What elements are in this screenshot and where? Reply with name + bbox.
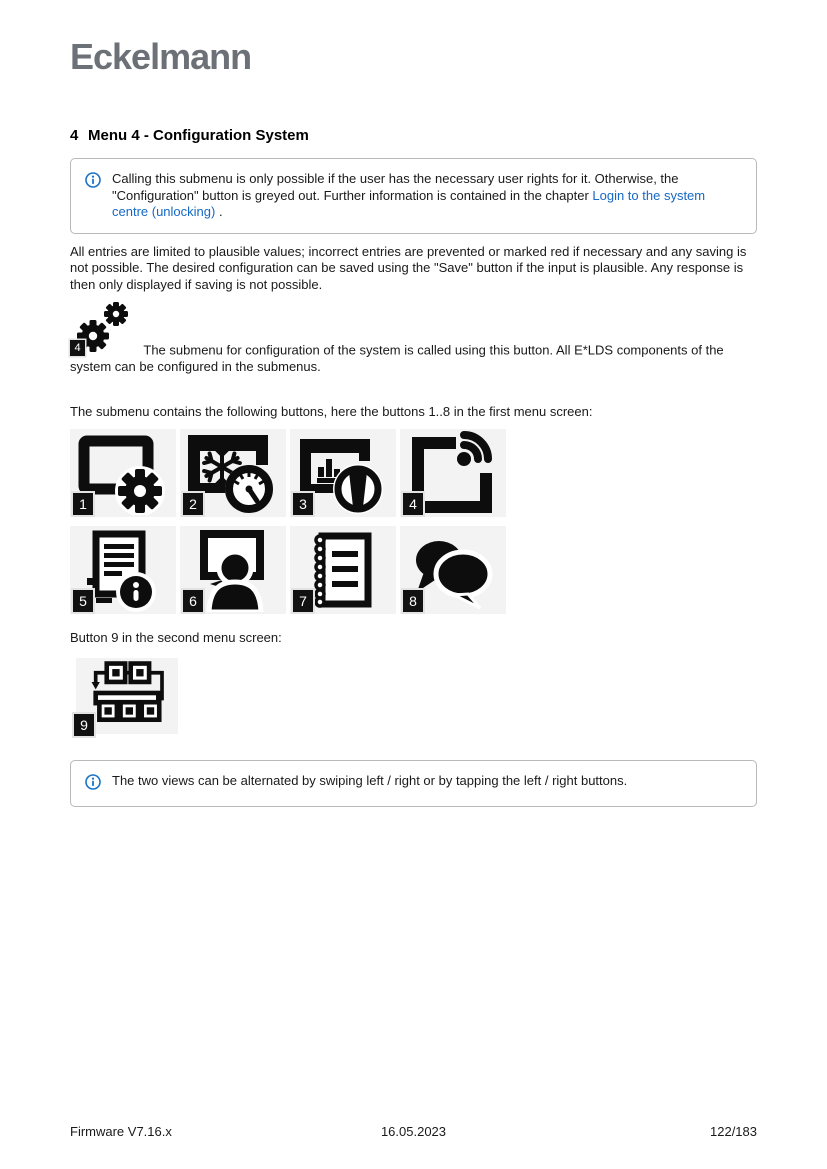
login-chapter-link[interactable]: Login to the system centre (unlocking) [112, 187, 706, 219]
paragraph-plausible-values: All entries are limited to plausible values; incorrect entries are prevented or marked red if necessary and any saving is not possible. The desired configuration can be saved using the "Save" button if the input is plausible. Any response is then only displayed if saving is not possible. [70, 243, 747, 292]
button-9-badge: 9 [74, 714, 94, 736]
button-7-badge: 7 [293, 590, 313, 612]
button-3-tile [290, 429, 396, 517]
footer-firmware: Firmware V7.16.x [70, 1124, 172, 1139]
button-2-badge: 2 [183, 493, 203, 515]
button-6-badge: 6 [183, 590, 203, 612]
note-text-after-link: . [215, 204, 223, 219]
button-2-tile [180, 429, 286, 517]
button-5-tile [70, 526, 176, 614]
button-3-badge: 3 [293, 493, 313, 515]
button-5-badge: 5 [73, 590, 93, 612]
button-row-1 [70, 429, 757, 517]
info-icon [85, 172, 101, 193]
info-note-box-swipe [70, 760, 757, 808]
button-4-badge: 4 [403, 493, 423, 515]
signal-waves-icon [457, 435, 488, 466]
paragraph-buttons-intro: The submenu contains the following buttons, here the buttons 1..8 in the first menu screen: [70, 403, 593, 419]
section-number: 4 [70, 127, 79, 144]
submenu-description-block [70, 299, 757, 376]
info-icon [85, 774, 101, 795]
button-1-tile [70, 429, 176, 517]
footer-date: 16.05.2023 [380, 1124, 447, 1139]
page-title [70, 127, 757, 144]
menu4-badge: 4 [70, 340, 85, 356]
button-4-tile [400, 429, 506, 517]
info-circle-icon [116, 572, 156, 612]
network-topology-icon [80, 658, 174, 728]
note-text [112, 171, 742, 221]
gauge-icon [225, 465, 273, 513]
button-1-badge: 1 [73, 493, 93, 515]
paragraph-button9: Button 9 in the second menu screen: [70, 630, 282, 645]
page-footer [70, 1124, 757, 1139]
button-7-tile [290, 526, 396, 614]
button-9-tile [76, 658, 178, 734]
button-row-2 [70, 526, 757, 614]
button-8-tile [400, 526, 506, 614]
section-title: Menu 4 - Configuration System [88, 127, 309, 144]
note-text-before-link: Calling this submenu is only possible if the user has the necessary user rights for it. Otherwise, the "Configuration" button is greyed out. Further information is contained in the chapter [112, 171, 679, 203]
menu4-button-image [70, 299, 138, 359]
footer-page-number: 122/183 [710, 1124, 757, 1139]
button-8-badge: 8 [403, 590, 423, 612]
note-text: The two views can be alternated by swiping left / right or by tapping the left / right buttons. [112, 772, 628, 788]
button-6-tile [180, 526, 286, 614]
submenu-description-text: The submenu for configuration of the system is called using this button. All E*LDS components of the system can be configured in the submenus. [70, 342, 724, 374]
eckelmann-logo: Eckelmann [70, 36, 252, 77]
info-note-box-rights [70, 158, 757, 234]
